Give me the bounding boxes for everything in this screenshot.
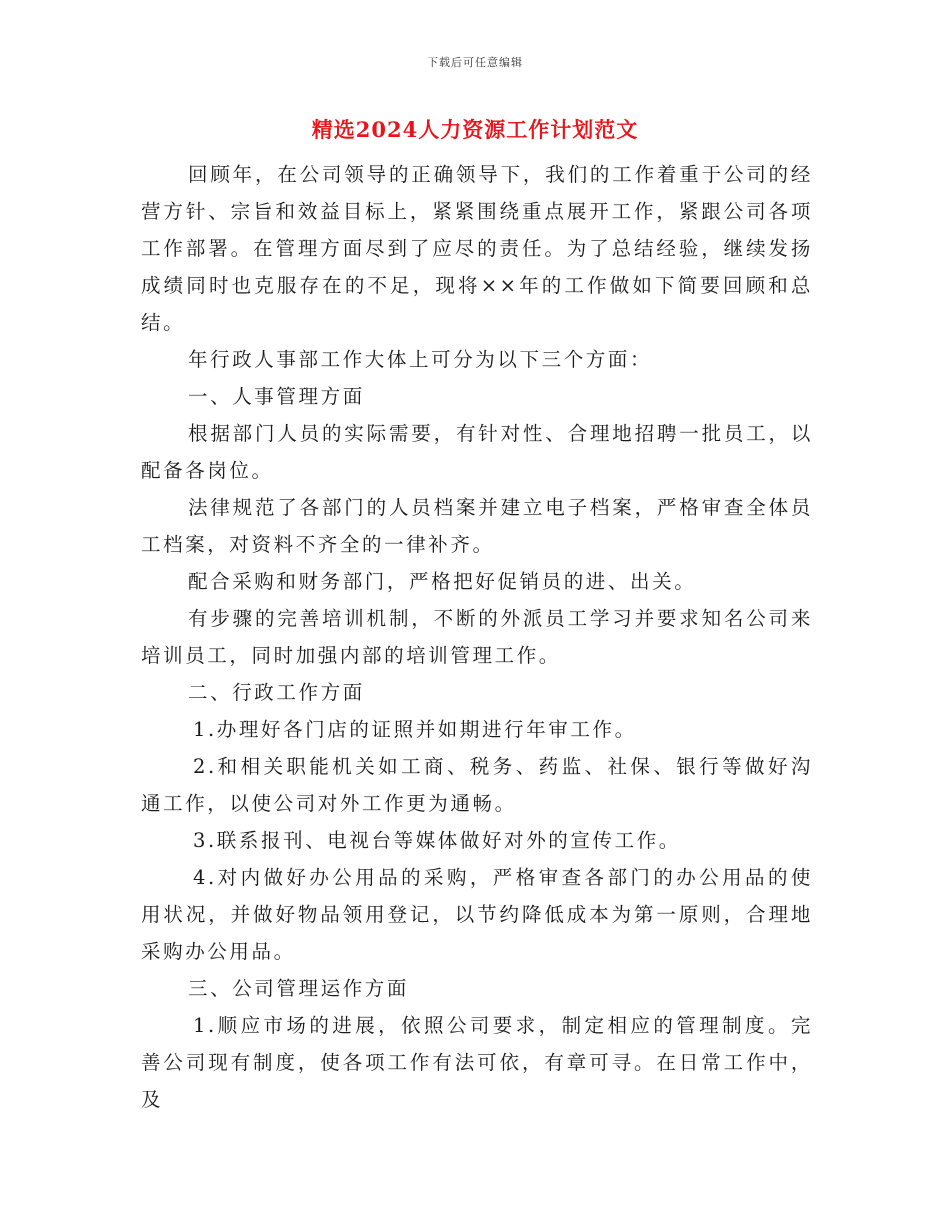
- list-item-market: 1.顺应市场的进展，依照公司要求，制定相应的管理制度。完善公司现有制度，使各项工作有法可依，有章可寻。在日常工作中，及: [141, 1014, 813, 1111]
- paragraph-promoters: 配合采购和财务部门，严格把好促销员的进、出关。: [188, 570, 697, 593]
- document-body: [141, 156, 813, 1118]
- paragraph-recruitment: 根据部门人员的实际需要，有针对性、合理地招聘一批员工，以配备各岗位。: [141, 422, 813, 482]
- section-heading-management: 三、公司管理运作方面: [188, 977, 410, 1000]
- document-title: 精选2024人力资源工作计划范文: [311, 117, 639, 142]
- list-item-licenses: 1.办理好各门店的证照并如期进行年审工作。: [193, 718, 637, 741]
- paragraph-archives: 法律规范了各部门的人员档案并建立电子档案，严格审查全体员工档案，对资料不齐全的一律补齐。: [141, 496, 813, 556]
- paragraph-overview: 年行政人事部工作大体上可分为以下三个方面：: [188, 348, 653, 371]
- list-item-communication: 2.和相关职能机关如工商、税务、药监、社保、银行等做好沟通工作，以使公司对外工作更为通畅。: [141, 755, 813, 815]
- list-item-media: 3.联系报刊、电视台等媒体做好对外的宣传工作。: [193, 829, 681, 852]
- list-item-office-supplies: 4.对内做好办公用品的采购，严格审查各部门的办公用品的使用状况，并做好物品领用登记，以节约降低成本为第一原则，合理地采购办公用品。: [141, 866, 813, 963]
- section-heading-personnel: 一、人事管理方面: [188, 385, 365, 408]
- paragraph-training: 有步骤的完善培训机制，不断的外派员工学习并要求知名公司来培训员工，同时加强内部的培训管理工作。: [141, 607, 813, 667]
- section-heading-administration: 二、行政工作方面: [188, 681, 365, 704]
- paragraph-intro: 回顾年，在公司领导的正确领导下，我们的工作着重于公司的经营方针、宗旨和效益目标上，紧紧围绕重点展开工作，紧跟公司各项工作部署。在管理方面尽到了应尽的责任。为了总结经验，继续发扬成绩同时也克服存在的不足，现将××年的工作做如下简要回顾和总结。: [141, 163, 813, 334]
- header-note: 下载后可任意编辑: [427, 56, 523, 69]
